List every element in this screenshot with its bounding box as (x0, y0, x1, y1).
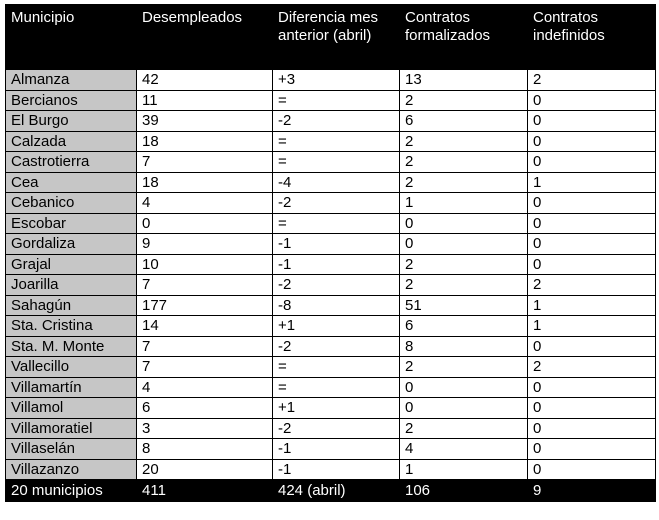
cell-municipio: Almanza (6, 70, 137, 91)
cell-diferencia: = (273, 131, 400, 152)
cell-contratos-indefinidos: 0 (528, 418, 656, 439)
cell-contratos-formalizados: 8 (400, 336, 528, 357)
table-row (6, 275, 656, 296)
cell-desempleados: 39 (137, 111, 273, 132)
cell-diferencia: -1 (273, 439, 400, 460)
cell-municipio: El Burgo (6, 111, 137, 132)
cell-diferencia: = (273, 357, 400, 378)
cell-contratos-indefinidos: 0 (528, 152, 656, 173)
cell-desempleados: 20 (137, 459, 273, 480)
cell-municipio: Cea (6, 172, 137, 193)
cell-contratos-indefinidos: 0 (528, 377, 656, 398)
table-row (6, 131, 656, 152)
cell-diferencia: = (273, 90, 400, 111)
cell-contratos-indefinidos: 2 (528, 70, 656, 91)
cell-contratos-indefinidos: 2 (528, 275, 656, 296)
cell-desempleados: 42 (137, 70, 273, 91)
cell-contratos-formalizados: 2 (400, 90, 528, 111)
cell-contratos-indefinidos: 0 (528, 234, 656, 255)
table-row (6, 336, 656, 357)
cell-desempleados: 11 (137, 90, 273, 111)
table-row (6, 459, 656, 480)
cell-contratos-indefinidos: 0 (528, 254, 656, 275)
cell-contratos-indefinidos: 0 (528, 398, 656, 419)
cell-desempleados: 7 (137, 357, 273, 378)
cell-contratos-formalizados: 0 (400, 398, 528, 419)
cell-municipio: Sta. M. Monte (6, 336, 137, 357)
cell-contratos-formalizados: 1 (400, 459, 528, 480)
table-row (6, 418, 656, 439)
cell-contratos-formalizados: 0 (400, 377, 528, 398)
total-municipios: 20 municipios (6, 480, 137, 502)
cell-contratos-indefinidos: 0 (528, 90, 656, 111)
cell-municipio: Villamartín (6, 377, 137, 398)
cell-desempleados: 0 (137, 213, 273, 234)
cell-contratos-formalizados: 2 (400, 275, 528, 296)
cell-desempleados: 18 (137, 172, 273, 193)
cell-diferencia: -8 (273, 295, 400, 316)
cell-contratos-formalizados: 51 (400, 295, 528, 316)
table-row (6, 254, 656, 275)
cell-municipio: Bercianos (6, 90, 137, 111)
table-row (6, 90, 656, 111)
cell-diferencia: -2 (273, 336, 400, 357)
header-contratos-indefinidos: Contratos indefinidos (528, 5, 656, 70)
cell-desempleados: 10 (137, 254, 273, 275)
cell-contratos-indefinidos: 0 (528, 459, 656, 480)
cell-diferencia: -2 (273, 111, 400, 132)
cell-diferencia: -2 (273, 193, 400, 214)
cell-diferencia: -1 (273, 254, 400, 275)
cell-contratos-formalizados: 2 (400, 152, 528, 173)
cell-desempleados: 3 (137, 418, 273, 439)
cell-contratos-indefinidos: 0 (528, 439, 656, 460)
unemployment-table-container (5, 4, 655, 502)
cell-municipio: Castrotierra (6, 152, 137, 173)
cell-contratos-indefinidos: 1 (528, 316, 656, 337)
table-row (6, 193, 656, 214)
cell-municipio: Cebanico (6, 193, 137, 214)
cell-municipio: Sta. Cristina (6, 316, 137, 337)
table-row (6, 377, 656, 398)
cell-diferencia: -4 (273, 172, 400, 193)
cell-contratos-formalizados: 6 (400, 316, 528, 337)
table-row (6, 439, 656, 460)
cell-desempleados: 4 (137, 193, 273, 214)
header-contratos-formalizados: Contratos formalizados (400, 5, 528, 70)
cell-contratos-formalizados: 2 (400, 418, 528, 439)
table-body (6, 70, 656, 480)
cell-municipio: Villazanzo (6, 459, 137, 480)
cell-contratos-formalizados: 13 (400, 70, 528, 91)
table-row (6, 70, 656, 91)
cell-municipio: Calzada (6, 131, 137, 152)
table-row (6, 295, 656, 316)
table-row (6, 357, 656, 378)
cell-municipio: Villaselán (6, 439, 137, 460)
cell-contratos-formalizados: 2 (400, 131, 528, 152)
cell-desempleados: 7 (137, 152, 273, 173)
cell-municipio: Joarilla (6, 275, 137, 296)
cell-municipio: Escobar (6, 213, 137, 234)
cell-contratos-indefinidos: 1 (528, 295, 656, 316)
cell-desempleados: 6 (137, 398, 273, 419)
cell-contratos-formalizados: 1 (400, 193, 528, 214)
cell-diferencia: = (273, 152, 400, 173)
table-row (6, 398, 656, 419)
cell-contratos-formalizados: 4 (400, 439, 528, 460)
header-municipio: Municipio (6, 5, 137, 70)
cell-desempleados: 7 (137, 336, 273, 357)
table-row (6, 213, 656, 234)
cell-contratos-formalizados: 0 (400, 234, 528, 255)
cell-municipio: Villamoratiel (6, 418, 137, 439)
cell-desempleados: 177 (137, 295, 273, 316)
cell-contratos-indefinidos: 0 (528, 336, 656, 357)
cell-diferencia: = (273, 213, 400, 234)
totals-row (6, 480, 656, 502)
table-row (6, 234, 656, 255)
cell-desempleados: 8 (137, 439, 273, 460)
total-contratos-formalizados: 106 (400, 480, 528, 502)
table-row (6, 152, 656, 173)
header-diferencia: Diferencia mes anterior (abril) (273, 5, 400, 70)
cell-municipio: Gordaliza (6, 234, 137, 255)
total-contratos-indefinidos: 9 (528, 480, 656, 502)
cell-contratos-formalizados: 6 (400, 111, 528, 132)
cell-desempleados: 7 (137, 275, 273, 296)
cell-contratos-indefinidos: 0 (528, 193, 656, 214)
cell-municipio: Vallecillo (6, 357, 137, 378)
cell-diferencia: +1 (273, 316, 400, 337)
cell-contratos-formalizados: 2 (400, 357, 528, 378)
unemployment-table (5, 4, 656, 502)
total-diferencia: 424 (abril) (273, 480, 400, 502)
cell-contratos-formalizados: 2 (400, 172, 528, 193)
cell-municipio: Villamol (6, 398, 137, 419)
cell-contratos-indefinidos: 2 (528, 357, 656, 378)
cell-desempleados: 9 (137, 234, 273, 255)
cell-contratos-formalizados: 0 (400, 213, 528, 234)
cell-desempleados: 4 (137, 377, 273, 398)
cell-contratos-indefinidos: 0 (528, 111, 656, 132)
cell-desempleados: 14 (137, 316, 273, 337)
cell-diferencia: +1 (273, 398, 400, 419)
cell-municipio: Sahagún (6, 295, 137, 316)
total-desempleados: 411 (137, 480, 273, 502)
table-row (6, 316, 656, 337)
header-row (6, 5, 656, 70)
cell-contratos-formalizados: 2 (400, 254, 528, 275)
cell-desempleados: 18 (137, 131, 273, 152)
cell-diferencia: +3 (273, 70, 400, 91)
cell-diferencia: = (273, 377, 400, 398)
table-row (6, 172, 656, 193)
cell-diferencia: -1 (273, 234, 400, 255)
cell-diferencia: -2 (273, 275, 400, 296)
cell-diferencia: -1 (273, 459, 400, 480)
cell-contratos-indefinidos: 0 (528, 131, 656, 152)
cell-diferencia: -2 (273, 418, 400, 439)
header-desempleados: Desempleados (137, 5, 273, 70)
cell-contratos-indefinidos: 1 (528, 172, 656, 193)
cell-municipio: Grajal (6, 254, 137, 275)
table-row (6, 111, 656, 132)
cell-contratos-indefinidos: 0 (528, 213, 656, 234)
